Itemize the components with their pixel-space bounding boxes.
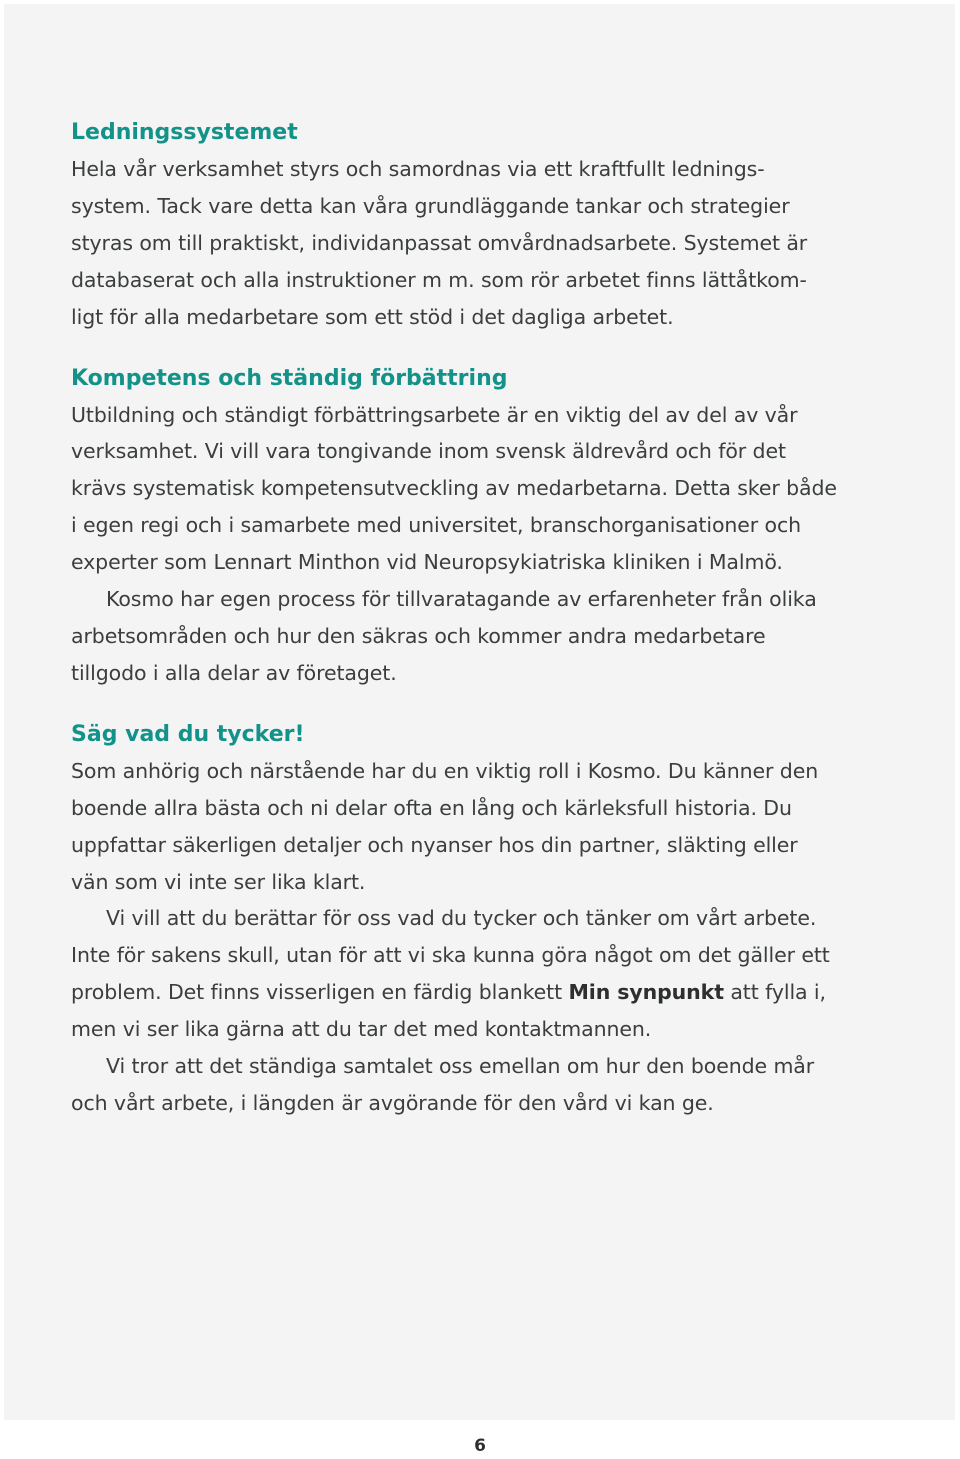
text-line (71, 974, 871, 1011)
text-line: Inte för sakens skull, utan för att vi ska kunna göra något om det gäller ett (71, 943, 830, 968)
text-line: i egen regi och i samarbete med universitet, branschorganisationer och (71, 513, 802, 538)
paragraph (71, 1048, 871, 1122)
text-fragment: problem. Det finns visserligen en färdig blankett (71, 980, 569, 1005)
paragraph (71, 581, 871, 692)
text-line: vän som vi inte ser lika klart. (71, 869, 366, 894)
section-kompetens (71, 360, 871, 692)
section-heading: Ledningssystemet (71, 120, 298, 145)
text-line: Kosmo har egen process för tillvaratagande av erfarenheter från olika (106, 587, 817, 612)
text-line: men vi ser lika gärna att du tar det med kontaktmannen. (71, 1017, 652, 1042)
text-line: Vi vill att du berättar för oss vad du tycker och tänker om vårt arbete. (106, 906, 817, 931)
text-line: krävs systematisk kompetensutveckling av medarbetarna. Detta sker både (71, 476, 837, 501)
paragraph (71, 900, 871, 1048)
form-name-min-synpunkt: Min synpunkt (568, 980, 724, 1005)
text-line: ligt för alla medarbetare som ett stöd i det dagliga arbetet. (71, 304, 674, 329)
text-line: Utbildning och ständigt förbättringsarbete är en viktig del av del av vår (71, 402, 798, 427)
document-body (71, 114, 871, 1146)
text-line: arbetsområden och hur den säkras och kommer andra medarbetare (71, 623, 766, 648)
paragraph (71, 151, 871, 336)
paragraph (71, 397, 871, 582)
text-line: Vi tror att det ständiga samtalet oss emellan om hur den boende mår (106, 1054, 815, 1079)
text-fragment: att fylla i, (723, 980, 826, 1005)
paragraph (71, 753, 871, 901)
text-line: tillgodo i alla delar av företaget. (71, 660, 397, 685)
text-line: uppfattar säkerligen detaljer och nyanser hos din partner, släkting eller (71, 832, 798, 857)
section-sag-vad-du-tycker (71, 716, 871, 1122)
page-number: 6 (474, 1436, 486, 1456)
section-heading: Kompetens och ständig förbättring (71, 365, 508, 391)
text-line: och vårt arbete, i längden är avgörande för den vård vi kan ge. (71, 1090, 714, 1115)
section-ledningssystemet (71, 114, 871, 336)
text-line: boende allra bästa och ni delar ofta en lång och kärleksfull historia. Du (71, 795, 792, 820)
text-line: system. Tack vare detta kan våra grundläggande tankar och strategier (71, 193, 790, 218)
text-line: Hela vår verksamhet styrs och samordnas via ett kraftfullt lednings- (71, 157, 765, 181)
text-line: verksamhet. Vi vill vara tongivande inom svensk äldrevård och för det (71, 439, 786, 464)
text-line: styras om till praktiskt, individanpassat omvårdnadsarbete. Systemet är (71, 230, 808, 255)
text-line: databaserat och alla instruktioner m m. som rör arbetet finns lättåtkom- (71, 267, 807, 292)
text-line: Som anhörig och närstående har du en viktig roll i Kosmo. Du känner den (71, 758, 819, 783)
section-heading: Säg vad du tycker! (71, 721, 305, 747)
text-line: experter som Lennart Minthon vid Neuropsykiatriska kliniken i Malmö. (71, 550, 783, 575)
